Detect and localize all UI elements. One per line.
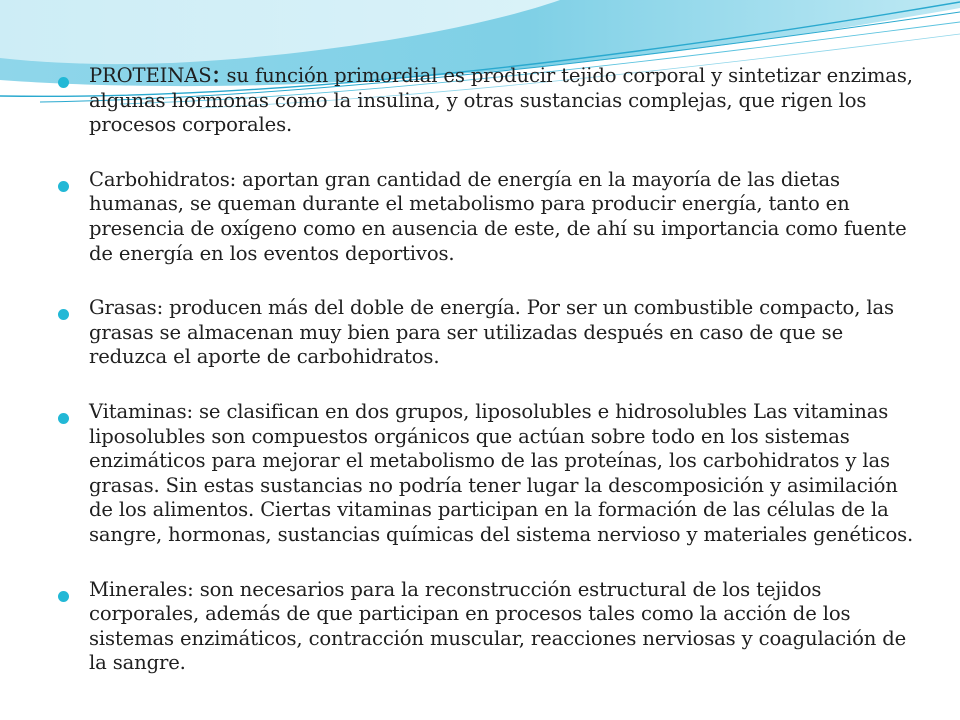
bullet-dot [58,413,69,424]
bullet-text: Vitaminas: se clasifican en dos grupos, liposolubles e hidrosolubles Las vitaminas liposolubles son compuestos orgánicos que actúan sobre todo en los sistemas enzimáticos para mejorar el metabolismo de las proteínas, los carbohidratos y las grasas. Sin estas sustancias no podría tener lugar la descomposición y asimilación de los alimentos. Ciertas vitaminas participan en la formación de las células de la sangre, hormonas, sustancias químicas del sistema nervioso y materiales genéticos. [89,399,914,546]
bullet-text: Grasas: producen más del doble de energía. Por ser un combustible compacto, las grasas se almacenan muy bien para ser utilizadas después en caso de que se reduzca el aporte de carbohidratos. [89,296,894,369]
bullet-item-vitaminas [58,400,914,548]
bullet-dot [58,591,69,602]
bullet-text: Carbohidratos: aportan gran cantidad de energía en la mayoría de las dietas humanas, se queman durante el metabolismo para producir energía, tanto en presencia de oxígeno como en ausencia de este, de ahí su importancia como fuente de energía en los eventos deportivos. [89,167,907,265]
bullet-item-minerales [58,578,914,676]
bullet-item-proteinas [58,58,914,138]
term-proteinas: PROTEINAS [89,64,212,87]
bullet-item-grasas [58,296,914,370]
bullet-text [89,58,914,138]
bullet-description: su función primordial es producir tejido corporal y sintetizar enzimas, algunas hormonas como la insulina, y otras sustancias complejas, que rigen los procesos corporales. [89,64,913,137]
bullet-text: Minerales: son necesarios para la reconstrucción estructural de los tejidos corporales, además de que participan en procesos tales como la acción de los sistemas enzimáticos, contracción muscular, reacciones nerviosas y coagulación de la sangre. [89,577,907,675]
bullet-dot [58,181,69,192]
term-colon: : [211,58,221,89]
bullet-dot [58,309,69,320]
bullet-dot [58,77,69,88]
bullet-list [58,58,914,676]
bullet-item-carbohidratos [58,168,914,266]
